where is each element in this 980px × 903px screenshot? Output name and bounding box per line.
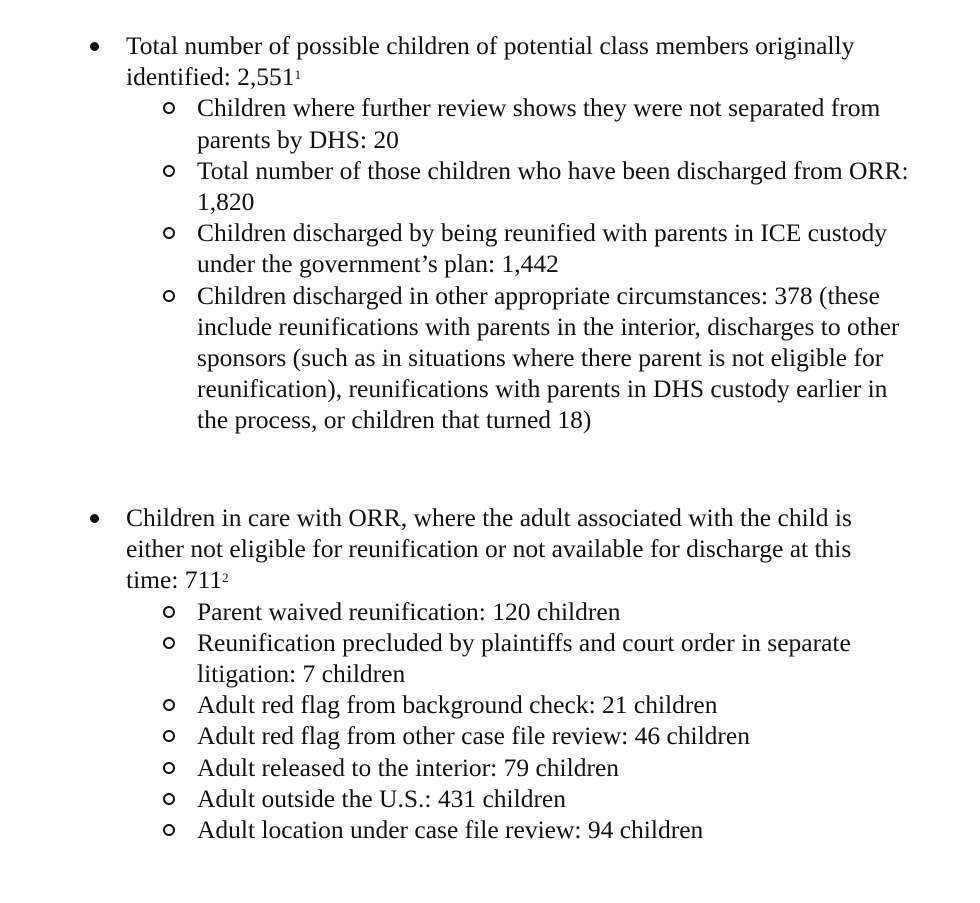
footnote-marker: 1 (294, 67, 302, 83)
sub-bullet-item (0, 752, 980, 783)
sub-bullet-text: Total number of those children who have been discharged from ORR: 1,820 (197, 155, 909, 217)
hollow-bullet-icon (163, 824, 175, 836)
hollow-bullet-icon (163, 165, 175, 177)
hollow-bullet-icon (163, 699, 175, 711)
sub-bullet-text: Reunification precluded by plaintiffs and court order in separate litigation: 7 children (197, 627, 851, 689)
hollow-bullet-icon (163, 227, 175, 239)
sub-bullet-item (0, 814, 980, 845)
sub-bullet-item (0, 689, 980, 720)
hollow-bullet-icon (163, 606, 175, 618)
filled-bullet-icon (90, 42, 99, 51)
sub-bullet-text: Children discharged in other appropriate circumstances: 378 (these include reunifications with parents in the interior, discharges to other sponsors (such as in situations where there parent is not eligible for reunification), reunifications with parents in DHS custody earlier in the process, or children that turned 18) (197, 280, 900, 435)
sub-bullet-list (0, 596, 980, 846)
sub-bullet-item (0, 596, 980, 627)
hollow-bullet-icon (163, 793, 175, 805)
sub-bullet-item (0, 92, 980, 154)
hollow-bullet-icon (163, 290, 175, 302)
main-bullet-item (0, 502, 980, 596)
sub-bullet-item (0, 783, 980, 814)
hollow-bullet-icon (163, 102, 175, 114)
sub-bullet-text: Adult location under case file review: 94 children (197, 815, 704, 845)
hollow-bullet-icon (163, 637, 175, 649)
sub-bullet-item (0, 280, 980, 436)
sub-bullet-item (0, 217, 980, 279)
main-bullet-text: Total number of possible children of potential class members originally identified: 2,551 (126, 31, 855, 92)
sub-bullet-item (0, 155, 980, 217)
hollow-bullet-icon (163, 762, 175, 774)
sub-bullet-text: Children discharged by being reunified with parents in ICE custody under the government’s plan: 1,442 (197, 218, 888, 279)
sub-bullet-item (0, 627, 980, 689)
sub-bullet-text: Children where further review shows they were not separated from parents by DHS: 20 (197, 93, 881, 154)
sub-bullet-text: Adult red flag from other case file review: 46 children (197, 721, 750, 751)
main-bullet-text: Children in care with ORR, where the adult associated with the child is either not eligible for reunification or not available for discharge at this time: 711 (126, 503, 852, 595)
hollow-bullet-icon (163, 730, 175, 742)
sub-bullet-text: Adult outside the U.S.: 431 children (197, 783, 567, 813)
sub-bullet-text: Adult released to the interior: 79 children (197, 752, 620, 782)
sub-bullet-list (0, 92, 980, 435)
main-bullet-item (0, 30, 980, 92)
bullet-section-2 (0, 502, 980, 845)
sub-bullet-text: Parent waived reunification: 120 children (197, 596, 621, 626)
footnote-marker: 2 (222, 570, 229, 586)
filled-bullet-icon (90, 514, 99, 523)
sub-bullet-item (0, 720, 980, 751)
bullet-section-1 (0, 30, 980, 436)
sub-bullet-text: Adult red flag from background check: 21 children (197, 690, 718, 720)
